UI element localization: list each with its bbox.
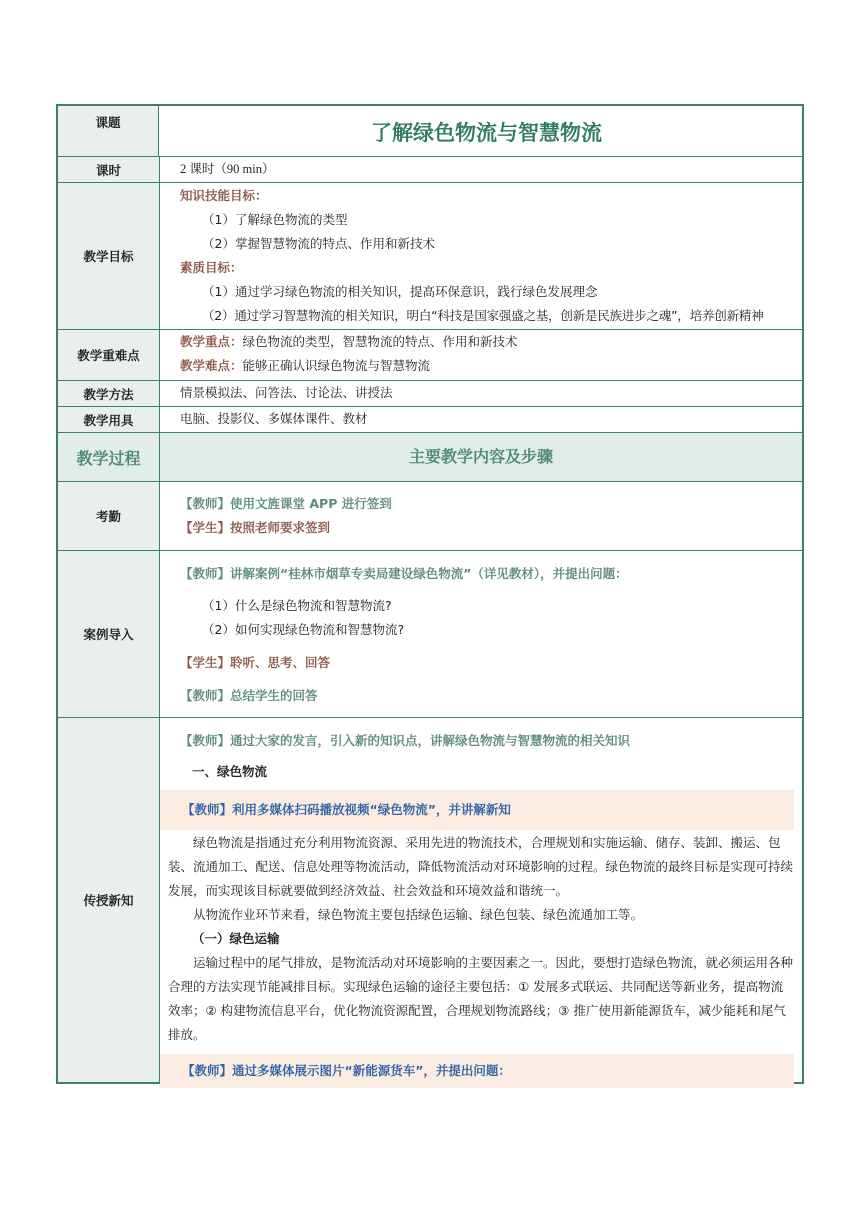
new-knowledge-label: 传授新知 [58,718,160,1082]
title-label: 课题 [58,106,159,156]
media-note-text: 【教师】利用多媒体扫码播放视频“绿色物流”，并讲解新知 [182,802,511,817]
paragraph: 绿色物流是指通过充分利用物流资源、采用先进的物流技术，合理规划和实施运输、储存、装卸、搬运、包装、流通加工、配送、信息处理等物流活动，降低物流活动对环境影响的过程。绿色物流的最终目标是实现可持续发展，而实现该目标就要做到经济效益、社会效益和环境效益和谐统一。 [168,835,794,898]
methods-label: 教学方法 [58,381,160,406]
media-note-text: 【教师】通过多媒体展示图片“新能源货车”，并提出问题： [182,1063,511,1078]
case-intro-content [160,551,802,717]
case-intro-row [58,550,802,717]
new-knowledge-row [58,717,802,1082]
section-heading: 一、绿色物流 [192,764,268,779]
media-note [160,1054,794,1088]
objectives-label: 教学目标 [58,183,160,329]
paragraph: 运输过程中的尾气排放，是物流活动对环境影响的主要因素之一。因此，要想打造绿色物流，就必须运用各种合理的方法实现节能减排目标。实现绿色运输的途径主要包括：① 发展多式联运、共同配送等新业务，提高物流效率；② 构建物流信息平台，优化物流资源配置，合理规划物流路线；③ 推广使用新能源货车，减少能耗和尾气排放。 [168,955,794,1042]
media-note [160,790,794,830]
attendance-content [160,482,802,550]
key-points-content [160,330,802,380]
objectives-row [58,182,802,329]
attendance-row [58,481,802,550]
lesson-plan-table [56,104,804,1084]
knowledge-item: （1）了解绿色物流的类型 [202,212,348,227]
tools-row [58,406,802,432]
hours-label: 课时 [58,157,160,182]
knowledge-heading: 知识技能目标： [180,188,268,203]
hours-value: 2 课时（90 min） [180,162,275,176]
title-row [58,106,802,156]
quality-heading: 素质目标： [180,260,243,275]
difficult-point [180,354,794,378]
difficult-point-text: 能够正确认识绿色物流与智慧物流 [242,358,431,373]
hours-row [58,156,802,182]
case-teacher-summary: 【教师】总结学生的回答 [180,688,318,703]
new-knowledge-content [160,718,802,1082]
tools-value: 电脑、投影仪、多媒体课件、教材 [180,411,368,426]
methods-row [58,380,802,406]
process-header-label: 教学过程 [58,433,160,481]
attendance-teacher: 【教师】使用文旌课堂 APP 进行签到 [180,496,392,511]
quality-item: （2）通过学习智慧物流的相关知识，明白“科技是国家强盛之基，创新是民族进步之魂”，培养创新精神 [202,308,764,323]
difficult-point-label: 教学难点： [180,358,243,373]
knowledge-teacher-intro: 【教师】通过大家的发言，引入新的知识点，讲解绿色物流与智慧物流的相关知识 [180,733,631,748]
case-teacher: 【教师】讲解案例“桂林市烟草专卖局建设绿色物流”（详见教材），并提出问题： [180,566,628,581]
knowledge-item: （2）掌握智慧物流的特点、作用和新技术 [202,236,435,251]
key-point [180,330,794,354]
key-point-label: 教学重点： [180,334,243,349]
key-point-text: 绿色物流的类型，智慧物流的特点、作用和新技术 [242,334,518,349]
process-header-row [58,432,802,481]
case-student: 【学生】聆听、思考、回答 [180,655,331,670]
attendance-label: 考勤 [58,482,160,550]
key-points-row [58,329,802,380]
key-points-label: 教学重难点 [58,330,160,380]
subsection-heading: （一）绿色运输 [192,931,280,946]
quality-item: （1）通过学习绿色物流的相关知识，提高环保意识，践行绿色发展理念 [202,284,598,299]
case-question: （2）如何实现绿色物流和智慧物流? [202,622,405,637]
objectives-content [160,183,802,329]
attendance-student: 【学生】按照老师要求签到 [180,520,331,535]
lesson-title: 了解绿色物流与智慧物流 [371,121,602,145]
methods-value: 情景模拟法、问答法、讨论法、讲授法 [180,385,393,400]
case-question: （1）什么是绿色物流和智慧物流? [202,598,392,613]
process-header-value: 主要教学内容及步骤 [408,447,553,466]
tools-label: 教学用具 [58,407,160,432]
paragraph: 从物流作业环节来看，绿色物流主要包括绿色运输、绿色包装、绿色流通加工等。 [193,907,644,922]
case-intro-label: 案例导入 [58,551,160,717]
